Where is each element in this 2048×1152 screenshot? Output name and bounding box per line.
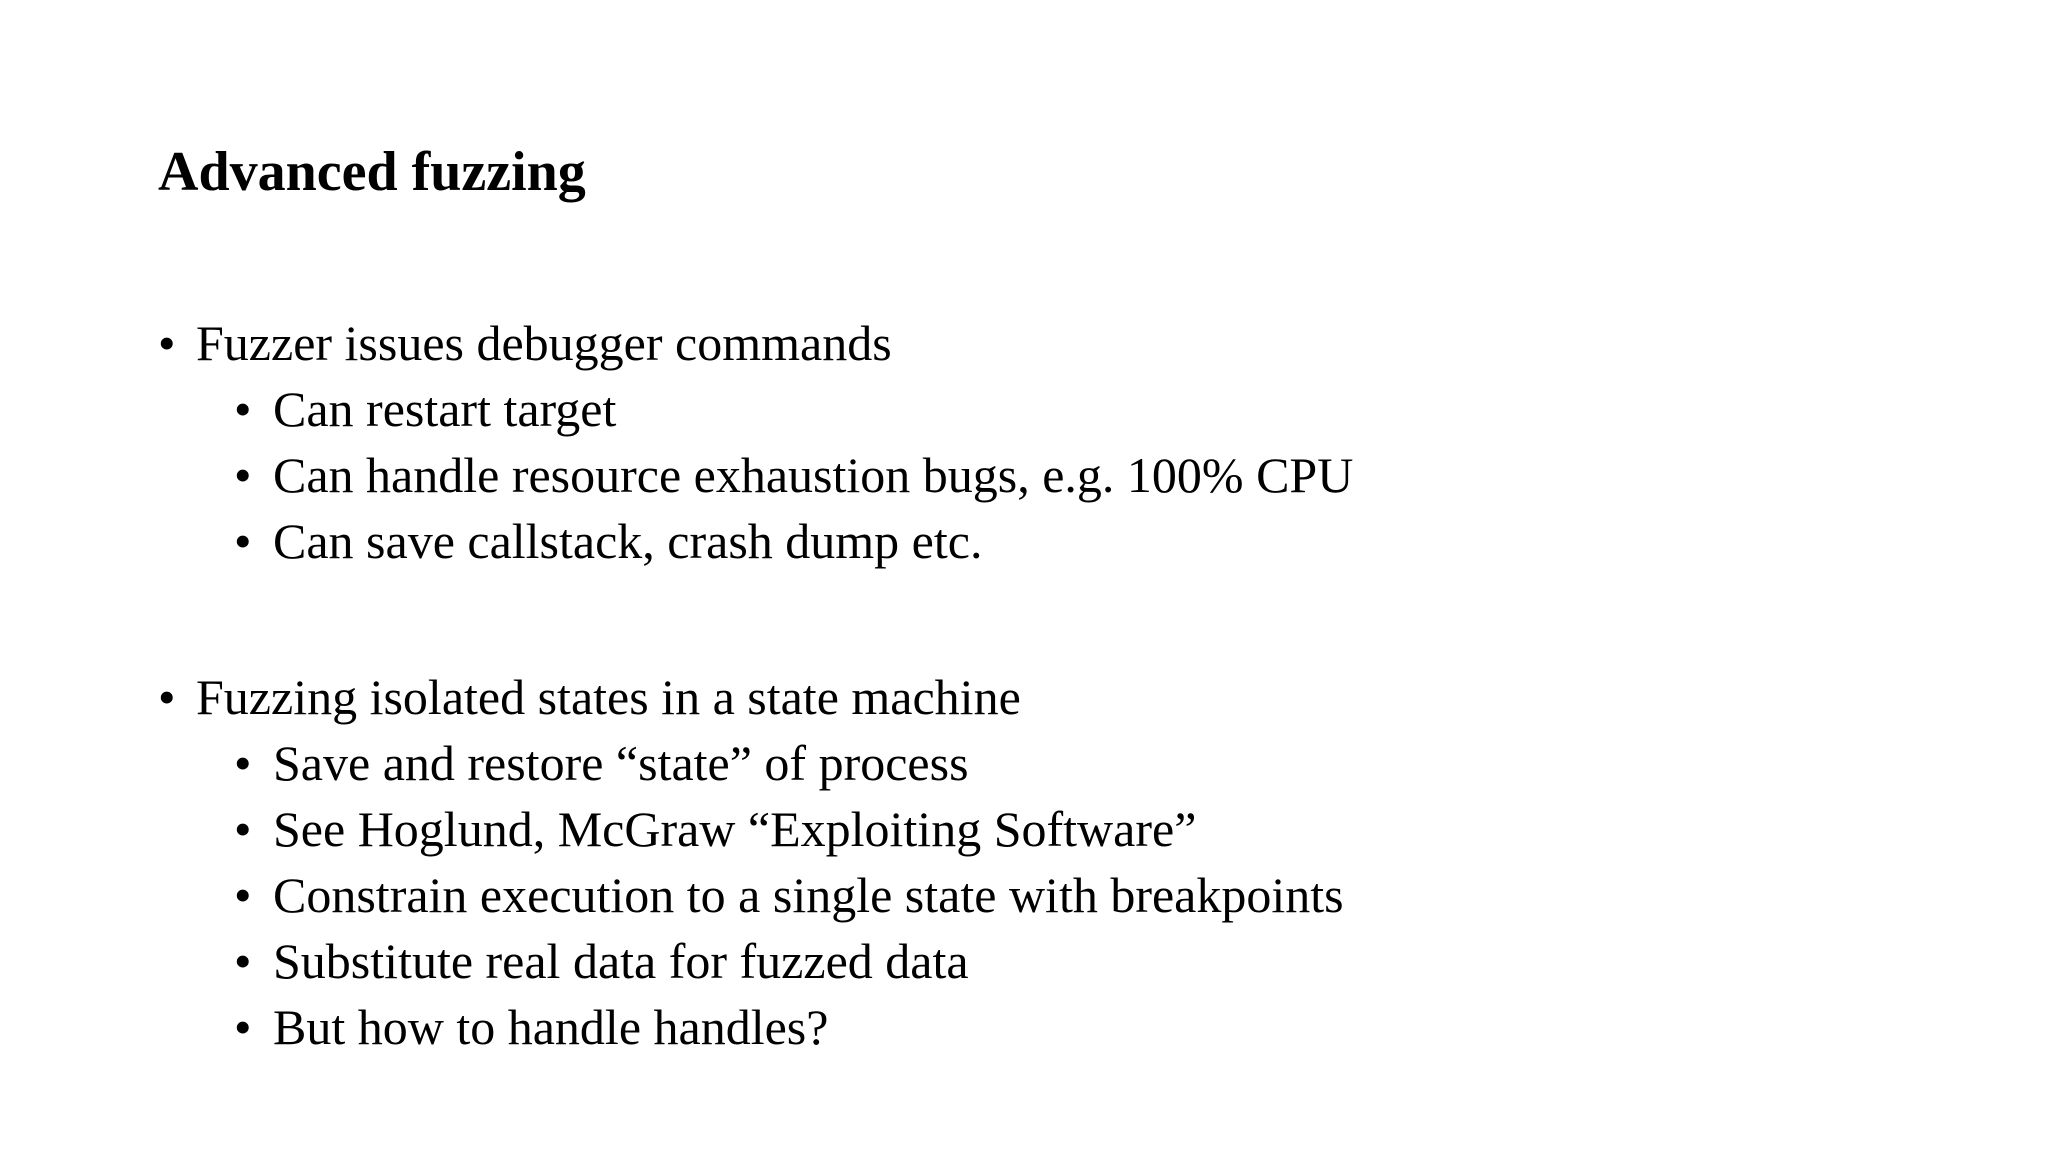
list-item (158, 994, 1344, 1060)
bullet-icon: • (234, 999, 252, 1055)
bullet-icon: • (234, 447, 252, 503)
list-item (158, 508, 1353, 574)
list-item (158, 442, 1353, 508)
bullet-text: Substitute real data for fuzzed data (273, 933, 969, 989)
list-item (158, 664, 1344, 730)
bullet-icon: • (234, 933, 252, 989)
bullet-icon: • (234, 735, 252, 791)
bullet-text: Can handle resource exhaustion bugs, e.g. 100% CPU (273, 447, 1354, 503)
bullet-text: Fuzzer issues debugger commands (196, 315, 892, 371)
list-item (158, 796, 1344, 862)
bullet-text: Save and restore “state” of process (273, 735, 969, 791)
bullet-text: Fuzzing isolated states in a state machine (196, 669, 1021, 725)
list-item (158, 862, 1344, 928)
list-item (158, 376, 1353, 442)
bullet-icon: • (158, 315, 176, 371)
list-item (158, 730, 1344, 796)
slide-title: Advanced fuzzing (158, 141, 586, 203)
bullet-text: See Hoglund, McGraw “Exploiting Software” (273, 801, 1197, 857)
bullet-text: Can restart target (273, 381, 617, 437)
bullet-text: Constrain execution to a single state with breakpoints (273, 867, 1344, 923)
bullet-icon: • (234, 513, 252, 569)
bullet-text: Can save callstack, crash dump etc. (273, 513, 983, 569)
list-item (158, 928, 1344, 994)
list-item (158, 310, 1353, 376)
bullet-list-debugger (158, 310, 1353, 574)
bullet-icon: • (234, 801, 252, 857)
bullet-icon: • (158, 669, 176, 725)
bullet-list-state-machine (158, 664, 1344, 1060)
bullet-text: But how to handle handles? (273, 999, 829, 1055)
bullet-icon: • (234, 867, 252, 923)
bullet-icon: • (234, 381, 252, 437)
